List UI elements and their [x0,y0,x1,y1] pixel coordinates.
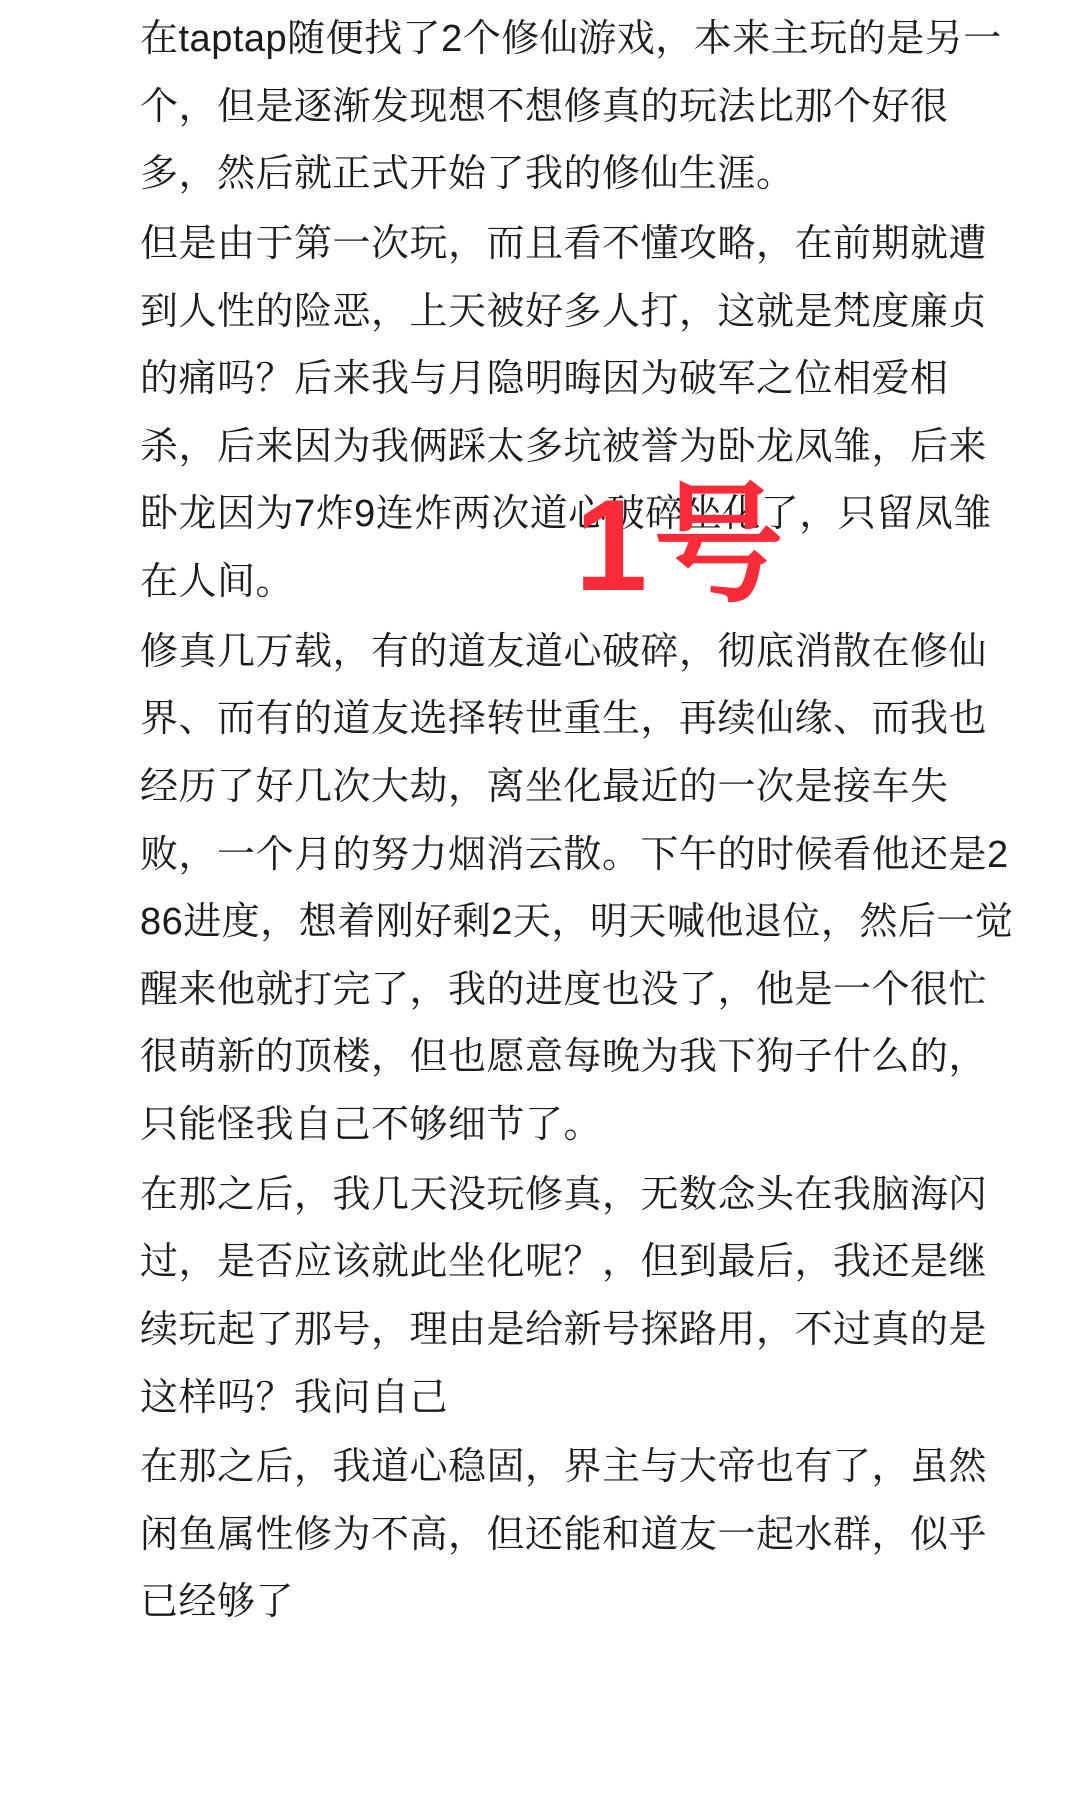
paragraph: 在那之后，我道心稳固，界主与大帝也有了，虽然闲鱼属性修为不高，但还能和道友一起水群，似乎已经够了 [140,1446,988,1624]
watermark-label: 1号 [575,472,790,618]
paragraph: 但是由于第一次玩，而且看不懂攻略，在前期就遭到人性的险恶，上天被好多人打，这就是梵度廉贞的痛吗？后来我与月隐明晦因为破军之位相爱相杀，后来因为我俩踩太多坑被誉为卧龙凤雏，后来卧龙因为7炸9连炸两次道心破碎坐化了，只留凤雏在人间。 [140,222,992,603]
paragraph: 修真几万载，有的道友道心破碎，彻底消散在修仙界、而有的道友选择转世重生，再续仙缘、而我也经历了好几次大劫，离坐化最近的一次是接车失败，一个月的努力烟消云散。下午的时候看他还是286进度，想着刚好剩2天，明天喊他退位，然后一觉醒来他就打完了，我的进度也没了，他是一个很忙很萌新的顶楼，但也愿意每晚为我下狗子什么的，只能怪我自己不够细节了。 [140,630,1014,1146]
article-body [140,6,1018,1637]
paragraph: 在那之后，我几天没玩修真，无数念头在我脑海闪过，是否应该就此坐化呢？，但到最后，我还是继续玩起了那号，理由是给新号探路用，不过真的是这样吗？我问自己 [140,1173,988,1419]
paragraph: 在taptap随便找了2个修仙游戏，本来主玩的是另一个，但是逐渐发现想不想修真的玩法比那个好很多，然后就正式开始了我的修仙生涯。 [140,18,1002,196]
